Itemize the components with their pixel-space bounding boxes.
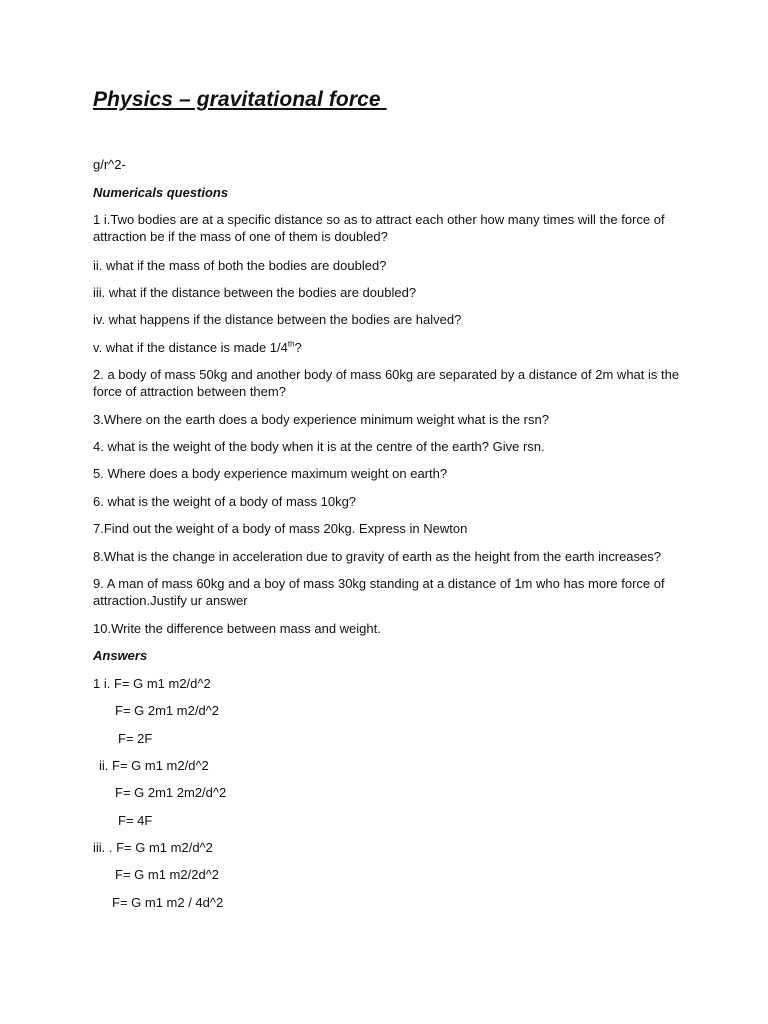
question-1-v-end: ? [294, 340, 302, 355]
answer-1-ii-line-1: ii. F= G m1 m2/d^2 [99, 758, 209, 773]
answer-1-i-line-2: F= G 2m1 m2/d^2 [115, 703, 219, 718]
answer-1-ii-line-2: F= G 2m1 2m2/d^2 [115, 785, 227, 800]
answer-1-iii-line-3: F= G m1 m2 / 4d^2 [112, 895, 224, 910]
question-1-v [93, 339, 302, 356]
question-6: 6. what is the weight of a body of mass 10kg? [93, 494, 357, 509]
question-8: 8.What is the change in acceleration due to gravity of earth as the height from the earth increases? [93, 549, 661, 564]
question-1-v-superscript: th [287, 339, 295, 349]
question-3: 3.Where on the earth does a body experience minimum weight what is the rsn? [93, 412, 549, 427]
question-2: 2. a body of mass 50kg and another body of mass 60kg are separated by a distance of 2m what is the force of attraction between them? [93, 367, 680, 399]
question-4: 4. what is the weight of the body when it is at the centre of the earth? Give rsn. [93, 439, 545, 454]
answer-1-ii-line-3: F= 4F [118, 813, 153, 828]
numericals-heading: Numericals questions [93, 185, 229, 200]
question-1-i: 1 i.Two bodies are at a specific distance so as to attract each other how many times will the force of attraction be if the mass of one of them is doubled? [93, 212, 665, 244]
question-1-iv: iv. what happens if the distance between the bodies are halved? [93, 312, 462, 327]
question-7: 7.Find out the weight of a body of mass 20kg. Express in Newton [93, 521, 468, 536]
question-1-ii: ii. what if the mass of both the bodies are doubled? [93, 258, 387, 273]
answer-1-iii-line-2: F= G m1 m2/2d^2 [115, 867, 219, 882]
question-1-iii: iii. what if the distance between the bodies are doubled? [93, 285, 417, 300]
answer-1-i-line-1: 1 i. F= G m1 m2/d^2 [93, 676, 211, 691]
formula-note: g/r^2- [93, 157, 126, 172]
answer-1-iii-line-1: iii. . F= G m1 m2/d^2 [93, 840, 213, 855]
page-title: Physics – gravitational force [93, 88, 387, 111]
question-10: 10.Write the difference between mass and weight. [93, 621, 381, 636]
question-9: 9. A man of mass 60kg and a boy of mass 30kg standing at a distance of 1m who has more force of attraction.Justify ur answer [93, 576, 665, 608]
question-5: 5. Where does a body experience maximum weight on earth? [93, 466, 448, 481]
answer-1-i-line-3: F= 2F [118, 731, 153, 746]
question-1-v-text: v. what if the distance is made 1/4 [93, 340, 288, 355]
answers-heading: Answers [93, 648, 148, 663]
